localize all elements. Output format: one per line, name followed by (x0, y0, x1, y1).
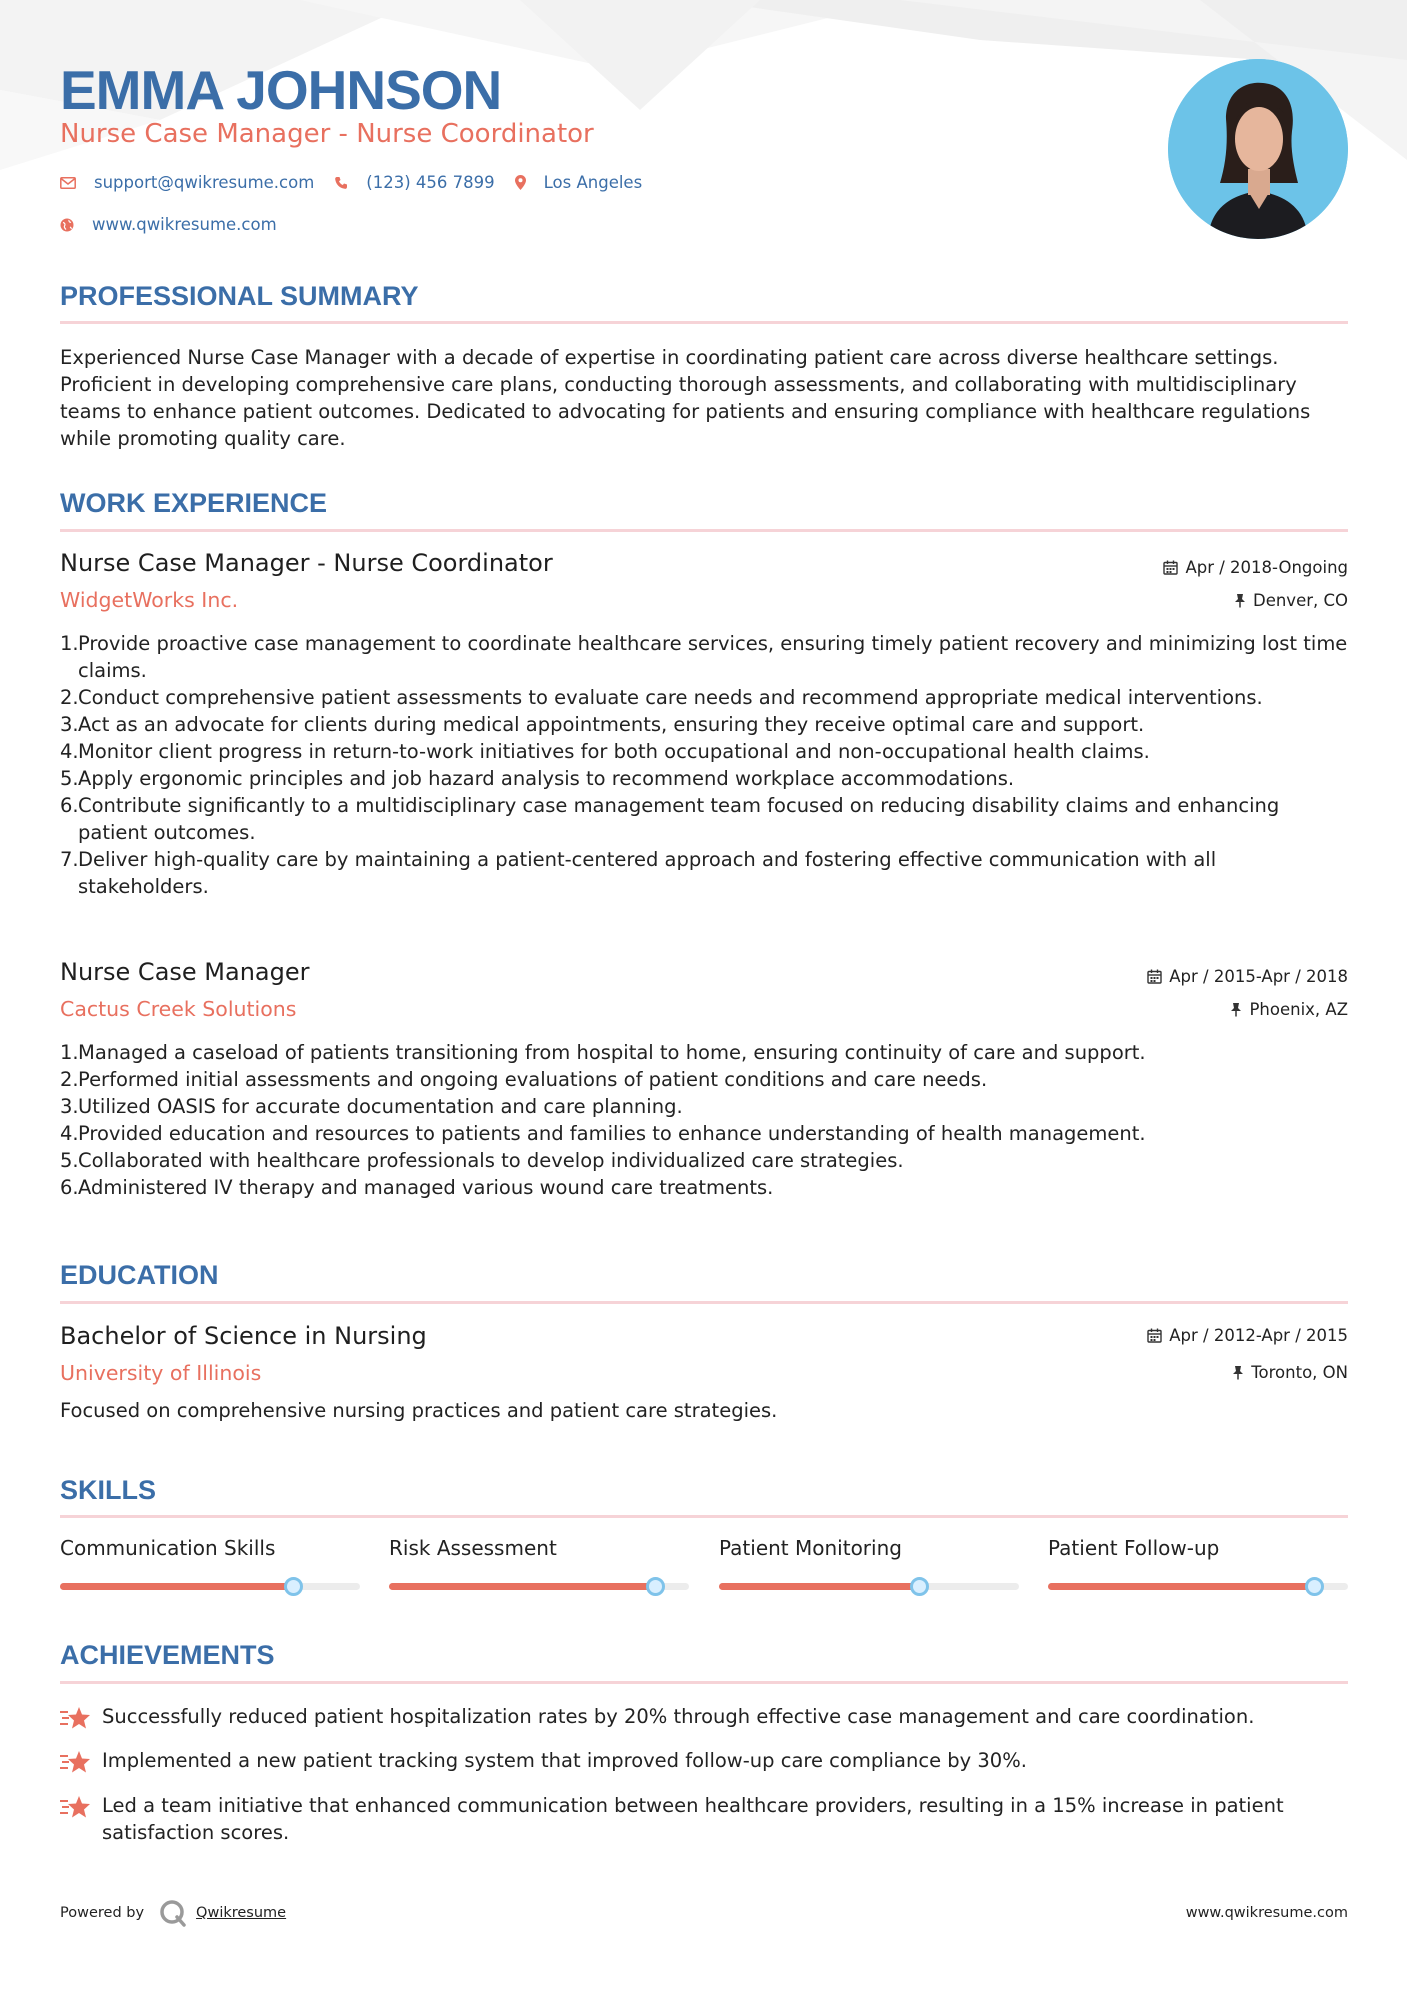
school-name: University of Illinois (60, 1361, 262, 1385)
job-dates-text-2: Apr / 2015-Apr / 2018 (1169, 967, 1348, 986)
calendar-icon (1163, 560, 1178, 575)
list-item: 7. Deliver high-quality care by maintaining a patient-centered approach and fostering effective communication with all stakeholders. (60, 848, 1217, 898)
achievement-item (60, 1703, 1348, 1730)
list-item: 2. Conduct comprehensive patient assessments to evaluate care needs and recommend appropriate medical interventions. (60, 686, 1263, 709)
job-location-text-1: Denver, CO (1252, 591, 1348, 610)
avatar (1168, 59, 1348, 239)
email-contact[interactable] (60, 173, 314, 192)
achievements-divider (60, 1681, 1348, 1684)
skill-level-fill (719, 1583, 920, 1590)
star-icon (60, 1750, 92, 1774)
company-1: WidgetWorks Inc. (60, 588, 239, 612)
skill-level-knob (1305, 1577, 1324, 1596)
job-location-1 (1234, 591, 1348, 610)
footer-website[interactable]: www.qwikresume.com (1185, 1905, 1348, 1921)
website-text[interactable]: www.qwikresume.com (92, 215, 277, 234)
profile-photo (1168, 59, 1348, 239)
email-text[interactable]: support@qwikresume.com (94, 173, 315, 192)
skill-name: Patient Follow-up (1048, 1536, 1220, 1560)
pushpin-icon (1234, 593, 1246, 608)
location-contact (515, 173, 643, 192)
list-item: 6. Contribute significantly to a multidisciplinary case management team focused on reducing disability claims and enhancing patient outcomes. (60, 794, 1280, 844)
map-pin-icon (515, 175, 526, 190)
skill-level-knob (646, 1577, 665, 1596)
skill-level-fill (389, 1583, 656, 1590)
skill-level-bar (1048, 1583, 1348, 1590)
job-location-text-2: Phoenix, AZ (1249, 1000, 1348, 1019)
website-contact[interactable] (60, 215, 277, 234)
education-location-text: Toronto, ON (1251, 1363, 1348, 1382)
globe-icon (60, 218, 74, 232)
summary-heading: PROFESSIONAL SUMMARY (60, 281, 419, 311)
skill-level-bar (719, 1583, 1019, 1590)
calendar-icon (1147, 1328, 1162, 1343)
candidate-name: EMMA JOHNSON (60, 59, 502, 121)
skill-level-bar (389, 1583, 689, 1590)
education-dates-text: Apr / 2012-Apr / 2015 (1169, 1326, 1348, 1345)
list-item: 2. Performed initial assessments and ongoing evaluations of patient conditions and care needs. (60, 1068, 988, 1091)
footer-powered-by (60, 1898, 286, 1928)
list-item: 3. Utilized OASIS for accurate documentation and care planning. (60, 1095, 683, 1118)
skill-name: Communication Skills (60, 1536, 276, 1560)
skills-heading: SKILLS (60, 1475, 157, 1505)
skill-item (389, 1536, 689, 1560)
achievement-text: Successfully reduced patient hospitalization rates by 20% through effective case management and care coordination. (102, 1705, 1255, 1728)
summary-text: Experienced Nurse Case Manager with a decade of expertise in coordinating patient care across diverse healthcare settings. Proficient in developing comprehensive care plans, conducting thorough assessments, and collaborating with multidisciplinary teams to enhance patient outcomes. Dedicated to advocating for patients and ensuring compliance with healthcare regulations while promoting quality care. (60, 346, 1311, 450)
pushpin-icon (1232, 1365, 1244, 1380)
job-bullets-2 (60, 1039, 1348, 1201)
skill-name: Risk Assessment (389, 1536, 557, 1560)
calendar-icon (1147, 969, 1162, 984)
location-text: Los Angeles (543, 173, 643, 192)
company-2: Cactus Creek Solutions (60, 997, 297, 1021)
list-item: 4. Provided education and resources to patients and families to enhance understanding of health management. (60, 1122, 1146, 1145)
skill-item (719, 1536, 1019, 1560)
phone-contact[interactable] (334, 173, 494, 192)
list-item: 5. Collaborated with healthcare professionals to develop individualized care strategies. (60, 1149, 904, 1172)
skills-divider (60, 1515, 1348, 1518)
achievement-text: Implemented a new patient tracking system that improved follow-up care compliance by 30%. (102, 1749, 1027, 1772)
education-dates (1147, 1326, 1348, 1345)
job-title-1: Nurse Case Manager - Nurse Coordinator (60, 549, 553, 577)
skill-item (60, 1536, 360, 1560)
list-item: 3. Act as an advocate for clients during medical appointments, ensuring they receive optimal care and support. (60, 713, 1145, 736)
skill-name: Patient Monitoring (719, 1536, 902, 1560)
pushpin-icon (1230, 1002, 1242, 1017)
qwikresume-logo-icon (158, 1898, 188, 1928)
list-item: 1. Provide proactive case management to coordinate healthcare services, ensuring timely patient recovery and minimizing lost time claims. (60, 632, 1348, 682)
list-item: 5. Apply ergonomic principles and job hazard analysis to recommend workplace accommodations. (60, 767, 1015, 790)
star-icon (60, 1706, 92, 1730)
list-item: 4. Monitor client progress in return-to-work initiatives for both occupational and non-occupational health claims. (60, 740, 1150, 763)
job-bullets-1 (60, 630, 1348, 900)
skill-level-fill (1048, 1583, 1315, 1590)
list-item: 1. Managed a caseload of patients transitioning from hospital to home, ensuring continuity of care and support. (60, 1041, 1146, 1064)
list-item: 6. Administered IV therapy and managed various wound care treatments. (60, 1176, 774, 1199)
job-title-2: Nurse Case Manager (60, 958, 310, 986)
achievement-item (60, 1792, 1348, 1846)
degree-title: Bachelor of Science in Nursing (60, 1322, 427, 1350)
experience-heading: WORK EXPERIENCE (60, 488, 328, 518)
job-dates-text-1: Apr / 2018-Ongoing (1185, 558, 1348, 577)
education-divider (60, 1301, 1348, 1304)
skill-level-fill (60, 1583, 294, 1590)
skill-level-bar (60, 1583, 360, 1590)
skill-level-knob (284, 1577, 303, 1596)
contact-row-primary (60, 173, 662, 192)
powered-by-label: Powered by (60, 1905, 145, 1921)
job-dates-2 (1147, 967, 1348, 986)
candidate-title: Nurse Case Manager - Nurse Coordinator (60, 119, 594, 149)
phone-icon (334, 176, 348, 190)
skill-level-knob (910, 1577, 929, 1596)
contact-row-secondary (60, 215, 297, 234)
skill-item (1048, 1536, 1348, 1560)
achievement-item (60, 1747, 1348, 1774)
star-icon (60, 1795, 92, 1819)
job-dates-1 (1163, 558, 1348, 577)
phone-text[interactable]: (123) 456 7899 (366, 173, 495, 192)
envelope-icon (60, 177, 76, 189)
education-location (1232, 1363, 1348, 1382)
job-location-2 (1230, 1000, 1348, 1019)
qwikresume-link[interactable]: Qwikresume (196, 1905, 287, 1921)
education-description: Focused on comprehensive nursing practices and patient care strategies. (60, 1399, 778, 1422)
education-heading: EDUCATION (60, 1260, 219, 1290)
achievement-text: Led a team initiative that enhanced communication between healthcare providers, resulting in a 15% increase in patient satisfaction scores. (102, 1794, 1284, 1844)
summary-divider (60, 321, 1348, 324)
achievements-heading: ACHIEVEMENTS (60, 1640, 275, 1670)
experience-divider (60, 529, 1348, 532)
